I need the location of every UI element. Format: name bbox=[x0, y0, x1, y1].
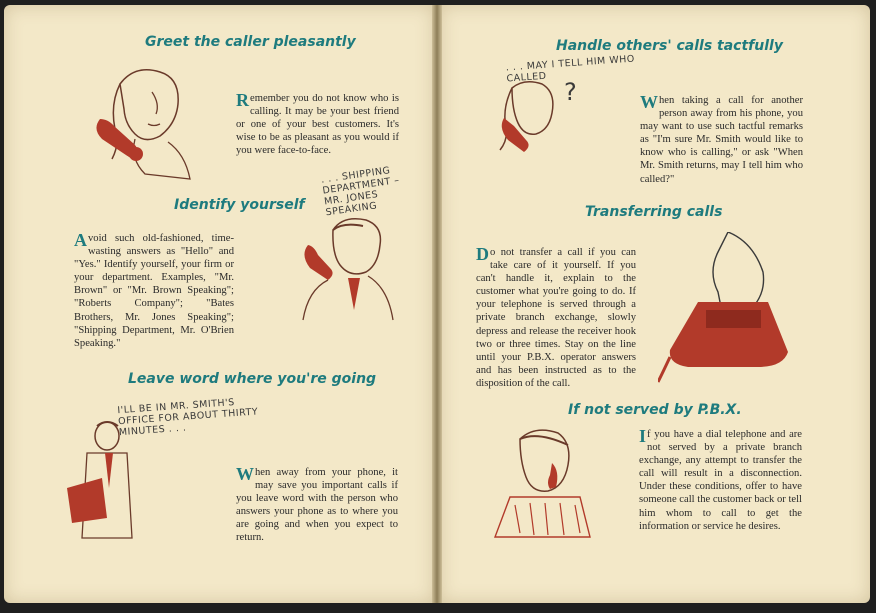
woman-with-phone-question-illustration bbox=[484, 78, 594, 168]
woman-dialing-illustration bbox=[480, 425, 605, 545]
may-i-tell-him-caption: . . . MAY I TELL HIM WHO CALLED bbox=[505, 53, 636, 85]
pbx-first-letter: I bbox=[639, 426, 647, 446]
hand-pressing-phone-hook-illustration bbox=[658, 232, 798, 392]
woman-on-phone-illustration bbox=[90, 64, 205, 184]
heading-leave-word: Leave word where you're going bbox=[128, 371, 377, 387]
transfer-first-letter: D bbox=[476, 244, 489, 264]
greet-first-letter: R bbox=[236, 90, 249, 110]
heading-if-not-served-pbx: If not served by P.B.X. bbox=[568, 402, 742, 418]
man-on-phone-illustration bbox=[288, 210, 398, 330]
heading-greet-caller: Greet the caller pleasantly bbox=[145, 34, 356, 50]
svg-text:?: ? bbox=[564, 78, 577, 106]
shipping-department-caption: . . . SHIPPING DEPARTMENT – MR. JONES SPEAKING bbox=[320, 165, 401, 219]
heading-handle-others-calls: Handle others' calls tactfully bbox=[556, 38, 783, 54]
transferring-calls-text: Do not transfer a call if you can take care of it yourself. If you can't handle it, explain to the customer what you're going to do. If your telephone is served through a private branch exchange, slowly depress and release the receiver hook two or three times. Stay on the line until your P.B.X. operator answers and has been instructed as to the disposition of the call. bbox=[476, 244, 636, 389]
mr-smiths-office-caption: I'LL BE IN MR. SMITH'S OFFICE FOR ABOUT THIRTY MINUTES . . . bbox=[117, 397, 259, 439]
book-gutter bbox=[432, 5, 442, 603]
if-not-served-text: If you have a dial telephone and are not served by a private branch exchange, any attempt to transfer the call will result in a disconnection. Under these conditions, offer to have someone call the customer back or tell him whom to call to get the information or service he desires. bbox=[639, 426, 802, 532]
heading-identify-yourself: Identify yourself bbox=[174, 197, 305, 213]
handle-first-letter: W bbox=[640, 92, 658, 112]
greet-caller-text: Remember you do not know who is calling. It may be your best friend or one of your best customers. It's wise to be as pleasant as you would if you were face-to-face. bbox=[236, 90, 399, 157]
identify-yourself-text: Avoid such old-fashioned, time-wasting answers as "Hello" and "Yes." Identify yourself, your firm or your department. Examples, "Mr. Brown" or "Mr. Brown Speaking"; "Roberts Company"; "Bates Brothers, Mr. Jones Speaking"; "Shipping Department, Mr. O'Brien Speaking." bbox=[74, 230, 234, 349]
heading-transferring-calls: Transferring calls bbox=[585, 204, 723, 220]
businessman-illustration bbox=[62, 418, 157, 548]
identify-first-letter: A bbox=[74, 230, 87, 250]
handle-others-calls-text: When taking a call for another person away from his phone, you may want to use such tactful remarks as "I'm sure Mr. Smith would like to know who is calling," or ask "When Mr. Smith returns, may I tell him who called?" bbox=[640, 92, 803, 185]
leave-word-first-letter: W bbox=[236, 464, 254, 484]
leave-word-text: When away from your phone, it may save you important calls if you leave word with the person who answers your phone as to where you are going and when you expect to return. bbox=[236, 464, 398, 544]
